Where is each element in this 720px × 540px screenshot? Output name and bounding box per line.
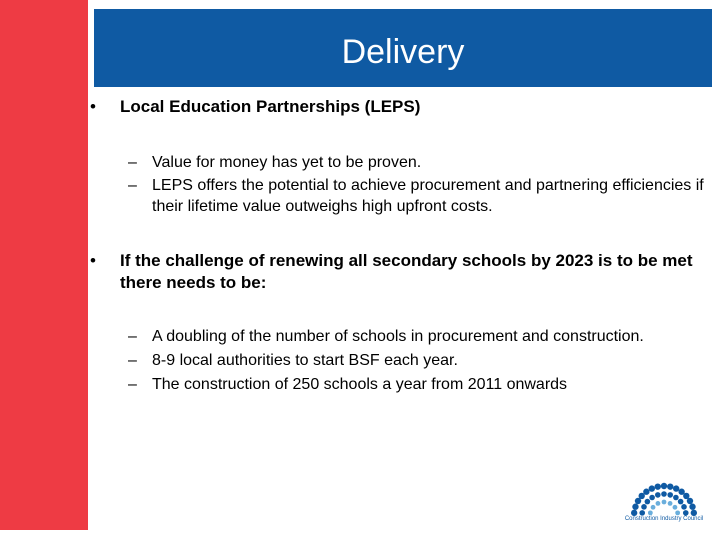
dash-marker: – (128, 154, 137, 171)
dash-marker: – (128, 177, 137, 194)
bullet-marker: • (90, 97, 96, 116)
sub-text: A doubling of the number of schools in procurement and construction. (152, 328, 644, 345)
dash-marker: – (128, 352, 137, 369)
sub-item (90, 152, 710, 173)
dash-marker: – (128, 328, 137, 345)
left-accent-bar (0, 0, 88, 530)
sub-text: LEPS offers the potential to achieve procurement and partnering efficiencies if their lifetime value outweighs high upfront costs. (152, 177, 704, 215)
logo-caption: Construction Industry Council (624, 516, 704, 522)
dash-marker: – (128, 376, 137, 393)
sub-item (90, 374, 710, 395)
slide-title: Delivery (341, 33, 465, 71)
sub-text: Value for money has yet to be proven. (152, 154, 422, 171)
sub-item (90, 350, 710, 371)
sub-item (90, 326, 710, 347)
bullet-text: If the challenge of renewing all secondary schools by 2023 is to be met there needs to be: (120, 251, 693, 292)
title-banner (94, 9, 712, 87)
sub-text: The construction of 250 schools a year from 2011 onwards (152, 376, 568, 393)
bullet-text: Local Education Partnerships (LEPS) (120, 97, 421, 116)
bullet-marker: • (90, 251, 96, 270)
sub-text: 8-9 local authorities to start BSF each year. (152, 352, 458, 369)
bullet-item (90, 96, 710, 118)
slide-body (90, 96, 710, 395)
bullet-item (90, 250, 710, 294)
sub-item (90, 175, 710, 217)
